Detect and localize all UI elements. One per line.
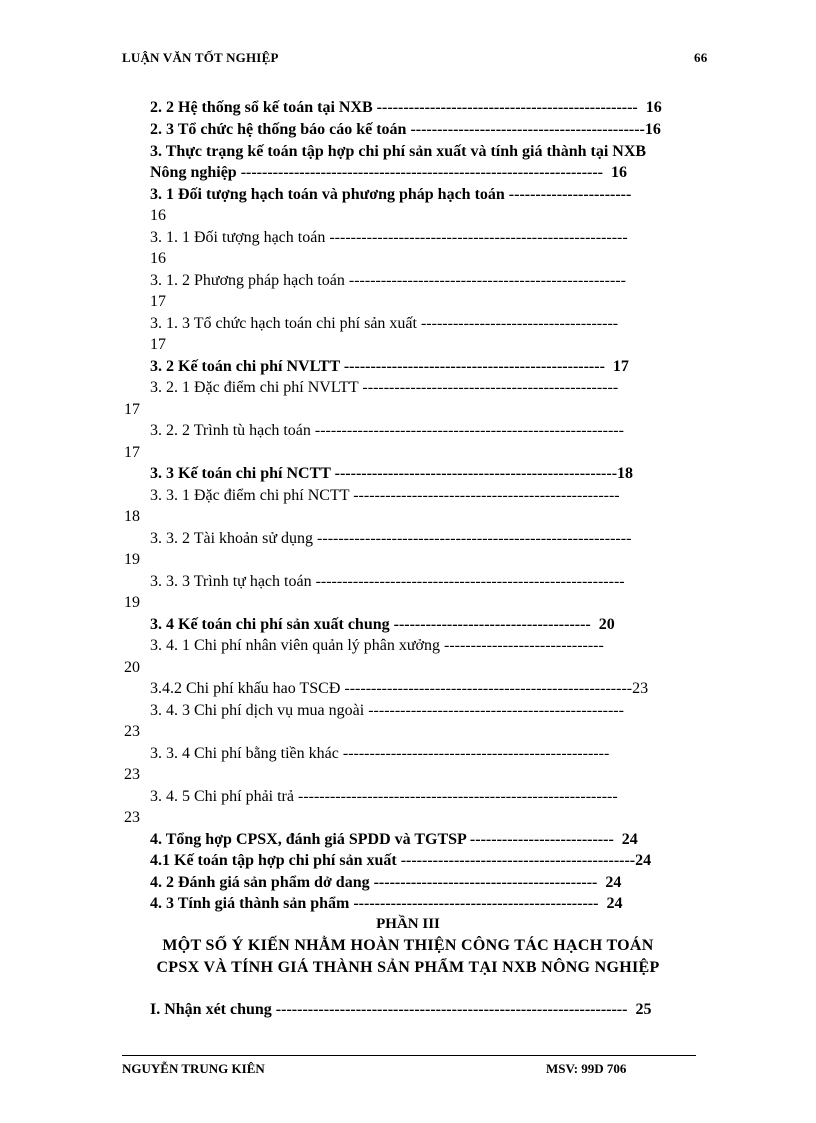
part-title-line2: CPSX VÀ TÍNH GIÁ THÀNH SẢN PHẨM TẠI NXB NÔNG NGHIỆP xyxy=(156,959,660,976)
toc-entry: 4. 3 Tính giá thành sản phẩm ---------------------------------------------- 24 xyxy=(150,895,623,912)
footer-author: NGUYỄN TRUNG KIÊN xyxy=(122,1061,265,1076)
toc-entry: 16 xyxy=(150,250,166,267)
toc-entry: 3. 1. 1 Đối tượng hạch toán -------------------------------------------------------- xyxy=(150,229,628,246)
part-title-line1: MỘT SỐ Ý KIẾN NHẰM HOÀN THIỆN CÔNG TÁC HẠCH TOÁN xyxy=(162,937,654,954)
toc-entry: 3. 4. 3 Chi phí dịch vụ mua ngoài ------------------------------------------------ xyxy=(150,702,624,719)
toc-entry: 19 xyxy=(124,551,140,568)
toc-entry: 3. Thực trạng kế toán tập hợp chi phí sản xuất và tính giá thành tại NXB xyxy=(150,143,647,160)
toc-entry: 23 xyxy=(124,809,140,826)
toc-entry-final: I. Nhận xét chung ------------------------------------------------------------------ 25 xyxy=(150,1001,652,1018)
toc-entry: 3. 2 Kế toán chi phí NVLTT ------------------------------------------------- 17 xyxy=(150,358,629,375)
toc-entry: 19 xyxy=(124,594,140,611)
page-number: 66 xyxy=(694,50,708,65)
toc-entry: 18 xyxy=(124,508,140,525)
toc-entry: 3.4.2 Chi phí khấu hao TSCĐ ------------------------------------------------------23 xyxy=(150,680,649,697)
toc-entry: 3. 2. 2 Trình tù hạch toán ---------------------------------------------------------- xyxy=(150,422,624,439)
toc-entry: 4. 2 Đánh giá sản phẩm dở dang ------------------------------------------ 24 xyxy=(150,874,622,891)
toc-entry: 3. 2. 1 Đặc điểm chi phí NVLTT ------------------------------------------------ xyxy=(150,379,619,396)
toc-entry: 3. 3. 1 Đặc điểm chi phí NCTT -------------------------------------------------- xyxy=(150,487,620,504)
toc-entry: Nông nghiệp -------------------------------------------------------------------- 16 xyxy=(150,164,628,181)
toc-entry: 16 xyxy=(150,207,166,224)
toc-entry: 3. 3. 4 Chi phí bằng tiền khác -------------------------------------------------- xyxy=(150,745,610,762)
toc-entry: 4. Tổng hợp CPSX, đánh giá SPDD và TGTSP --------------------------- 24 xyxy=(150,831,638,848)
toc-entry: 3. 3. 3 Trình tự hạch toán ---------------------------------------------------------- xyxy=(150,573,625,590)
toc-entry: 23 xyxy=(124,766,140,783)
toc-entry: 3. 4 Kế toán chi phí sản xuất chung ------------------------------------- 20 xyxy=(150,616,615,633)
toc-entry: 3. 4. 1 Chi phí nhân viên quản lý phân xưởng ------------------------------ xyxy=(150,637,604,654)
toc-entry: 17 xyxy=(124,401,140,418)
footer-student-id: MSV: 99D 706 xyxy=(546,1061,627,1076)
toc-entry: 17 xyxy=(150,336,166,353)
toc-entry: 4.1 Kế toán tập hợp chi phí sản xuất --------------------------------------------24 xyxy=(150,852,652,869)
toc-entry: 3. 1 Đối tượng hạch toán và phương pháp hạch toán ----------------------- xyxy=(150,186,632,203)
toc-entry: 20 xyxy=(124,659,140,676)
toc-entry: 17 xyxy=(150,293,166,310)
toc-entry: 2. 3 Tổ chức hệ thống báo cáo kế toán --------------------------------------------16 xyxy=(150,121,661,138)
toc-entry: 3. 3. 2 Tài khoản sử dụng ----------------------------------------------------------- xyxy=(150,530,632,547)
toc-entry: 3. 4. 5 Chi phí phải trả ------------------------------------------------------------ xyxy=(150,788,618,805)
toc-entry: 17 xyxy=(124,444,140,461)
toc-entry: 2. 2 Hệ thống sổ kế toán tại NXB ------------------------------------------------- 16 xyxy=(150,99,662,116)
part-label: PHẦN III xyxy=(376,916,440,932)
toc-entry: 3. 1. 2 Phương pháp hạch toán ---------------------------------------------------- xyxy=(150,272,626,289)
toc-entry: 23 xyxy=(124,723,140,740)
toc-entry: 3. 3 Kế toán chi phí NCTT -----------------------------------------------------18 xyxy=(150,465,634,482)
toc-entry: 3. 1. 3 Tổ chức hạch toán chi phí sản xuất ------------------------------------- xyxy=(150,315,619,332)
header-title: LUẬN VĂN TỐT NGHIỆP xyxy=(122,50,279,65)
footer-rule xyxy=(122,1055,696,1056)
